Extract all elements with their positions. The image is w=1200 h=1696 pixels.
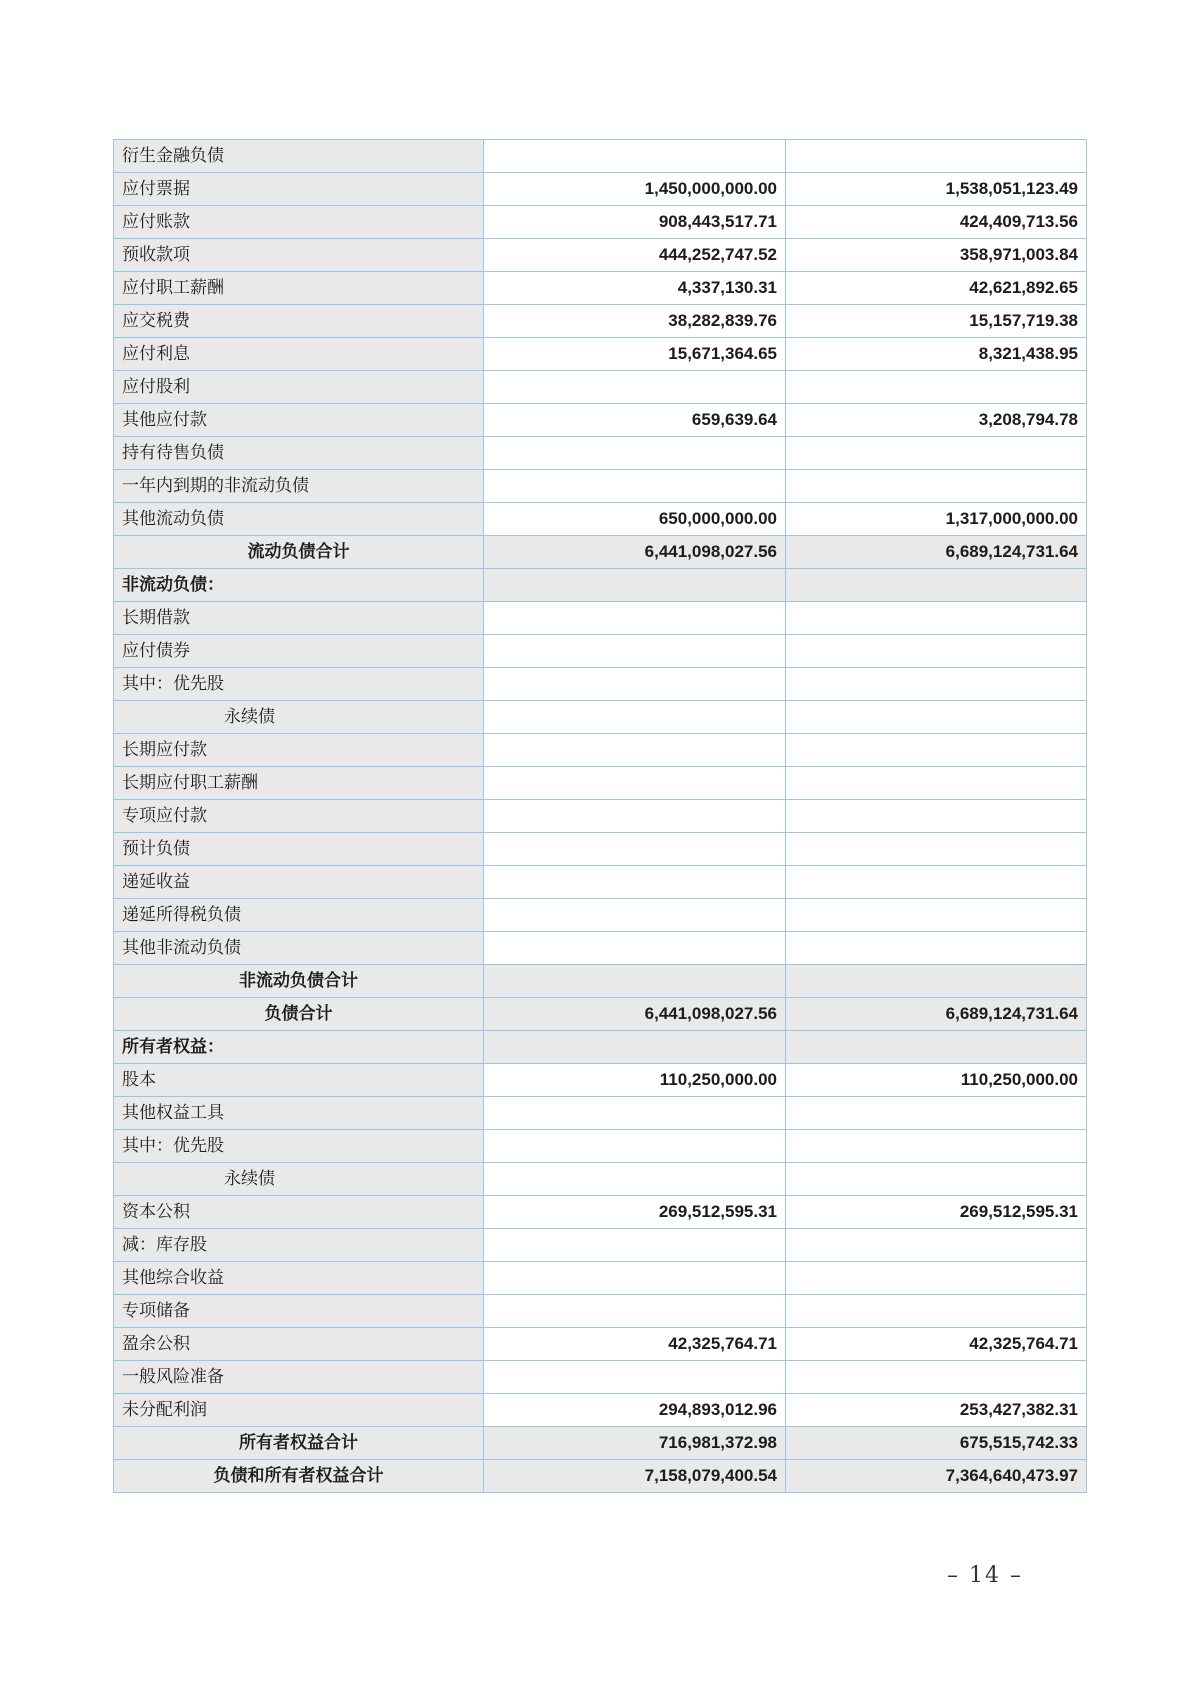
value-current-period: 7,158,079,400.54 [484,1460,786,1493]
table-row [114,899,1087,932]
page-number: – 14 – [947,1563,1023,1588]
table-row [114,536,1087,569]
value-current-period [484,800,786,833]
row-label: 长期应付职工薪酬 [114,767,484,800]
row-label: 专项应付款 [114,800,484,833]
value-prior-period [786,371,1087,404]
table-row [114,1394,1087,1427]
row-label: 应付票据 [114,173,484,206]
value-current-period: 269,512,595.31 [484,1196,786,1229]
value-prior-period [786,602,1087,635]
table-row [114,800,1087,833]
row-label: 应付账款 [114,206,484,239]
table-row [114,1196,1087,1229]
value-prior-period: 253,427,382.31 [786,1394,1087,1427]
row-label: 非流动负债合计 [114,965,484,998]
table-row [114,239,1087,272]
table-row [114,140,1087,173]
value-current-period [484,1097,786,1130]
value-prior-period [786,833,1087,866]
value-current-period [484,1295,786,1328]
value-current-period: 38,282,839.76 [484,305,786,338]
row-label: 应付债券 [114,635,484,668]
value-current-period: 6,441,098,027.56 [484,536,786,569]
row-label: 未分配利润 [114,1394,484,1427]
table-row [114,767,1087,800]
value-prior-period: 3,208,794.78 [786,404,1087,437]
value-prior-period [786,800,1087,833]
table-row [114,338,1087,371]
value-current-period [484,437,786,470]
table-row [114,965,1087,998]
row-label: 股本 [114,1064,484,1097]
row-label: 其中：优先股 [114,668,484,701]
value-prior-period [786,1097,1087,1130]
value-prior-period [786,734,1087,767]
table-row [114,503,1087,536]
value-current-period [484,371,786,404]
value-current-period: 294,893,012.96 [484,1394,786,1427]
value-current-period: 1,450,000,000.00 [484,173,786,206]
row-label: 预收款项 [114,239,484,272]
row-label: 资本公积 [114,1196,484,1229]
value-prior-period [786,635,1087,668]
table-row [114,1262,1087,1295]
table-row [114,602,1087,635]
value-prior-period [786,1262,1087,1295]
value-current-period [484,932,786,965]
table-row [114,173,1087,206]
value-prior-period: 42,325,764.71 [786,1328,1087,1361]
row-label: 应交税费 [114,305,484,338]
row-label: 永续债 [114,1163,484,1196]
table-row [114,569,1087,602]
table-row [114,1460,1087,1493]
table-row [114,1295,1087,1328]
value-current-period: 444,252,747.52 [484,239,786,272]
value-current-period: 4,337,130.31 [484,272,786,305]
row-label: 递延所得税负债 [114,899,484,932]
table-row [114,932,1087,965]
value-current-period: 110,250,000.00 [484,1064,786,1097]
row-label: 非流动负债： [114,569,484,602]
value-prior-period: 269,512,595.31 [786,1196,1087,1229]
row-label: 所有者权益： [114,1031,484,1064]
value-current-period [484,965,786,998]
value-prior-period [786,866,1087,899]
value-current-period [484,767,786,800]
table-row [114,404,1087,437]
row-label: 永续债 [114,701,484,734]
table-row [114,371,1087,404]
row-label: 专项储备 [114,1295,484,1328]
row-label: 盈余公积 [114,1328,484,1361]
value-prior-period: 8,321,438.95 [786,338,1087,371]
value-current-period [484,866,786,899]
value-current-period [484,701,786,734]
value-current-period [484,470,786,503]
value-current-period [484,899,786,932]
value-current-period [484,635,786,668]
value-prior-period: 6,689,124,731.64 [786,998,1087,1031]
table-row [114,1163,1087,1196]
row-label: 递延收益 [114,866,484,899]
value-prior-period [786,1031,1087,1064]
value-current-period [484,1262,786,1295]
table-row [114,437,1087,470]
value-prior-period [786,140,1087,173]
value-current-period: 650,000,000.00 [484,503,786,536]
value-prior-period [786,701,1087,734]
row-label: 其他综合收益 [114,1262,484,1295]
balance-sheet-table [113,139,1087,1493]
row-label: 衍生金融负债 [114,140,484,173]
table-row [114,833,1087,866]
row-label: 其中：优先股 [114,1130,484,1163]
row-label: 预计负债 [114,833,484,866]
value-prior-period [786,932,1087,965]
table-row [114,1361,1087,1394]
table-row [114,998,1087,1031]
value-prior-period [786,767,1087,800]
value-current-period: 6,441,098,027.56 [484,998,786,1031]
table-row [114,206,1087,239]
value-prior-period: 7,364,640,473.97 [786,1460,1087,1493]
value-current-period [484,569,786,602]
table-row [114,866,1087,899]
table-row [114,1031,1087,1064]
row-label: 长期借款 [114,602,484,635]
table-body [114,140,1087,1493]
value-prior-period [786,1130,1087,1163]
table-row [114,668,1087,701]
value-current-period: 42,325,764.71 [484,1328,786,1361]
value-prior-period [786,437,1087,470]
row-label: 一般风险准备 [114,1361,484,1394]
row-label: 应付职工薪酬 [114,272,484,305]
table-row [114,272,1087,305]
value-prior-period [786,470,1087,503]
value-current-period [484,668,786,701]
value-current-period [484,1031,786,1064]
value-prior-period [786,1163,1087,1196]
value-prior-period: 15,157,719.38 [786,305,1087,338]
value-prior-period [786,668,1087,701]
value-current-period [484,602,786,635]
value-prior-period [786,1361,1087,1394]
row-label: 长期应付款 [114,734,484,767]
value-prior-period: 1,317,000,000.00 [786,503,1087,536]
table-row [114,1427,1087,1460]
value-current-period: 716,981,372.98 [484,1427,786,1460]
table-row [114,734,1087,767]
value-current-period [484,1130,786,1163]
row-label: 减：库存股 [114,1229,484,1262]
value-prior-period [786,1229,1087,1262]
row-label: 应付股利 [114,371,484,404]
table-row [114,1130,1087,1163]
table-row [114,1229,1087,1262]
value-current-period: 659,639.64 [484,404,786,437]
value-prior-period: 424,409,713.56 [786,206,1087,239]
row-label: 其他流动负债 [114,503,484,536]
row-label: 其他应付款 [114,404,484,437]
value-current-period [484,140,786,173]
value-prior-period: 110,250,000.00 [786,1064,1087,1097]
row-label: 应付利息 [114,338,484,371]
value-prior-period [786,1295,1087,1328]
value-prior-period: 358,971,003.84 [786,239,1087,272]
row-label: 流动负债合计 [114,536,484,569]
value-current-period [484,1163,786,1196]
row-label: 负债合计 [114,998,484,1031]
value-prior-period [786,965,1087,998]
value-prior-period: 42,621,892.65 [786,272,1087,305]
value-current-period: 908,443,517.71 [484,206,786,239]
value-current-period: 15,671,364.65 [484,338,786,371]
table-row [114,470,1087,503]
value-prior-period: 1,538,051,123.49 [786,173,1087,206]
value-prior-period [786,899,1087,932]
row-label: 持有待售负债 [114,437,484,470]
row-label: 负债和所有者权益合计 [114,1460,484,1493]
table-row [114,1064,1087,1097]
value-prior-period [786,569,1087,602]
value-prior-period: 675,515,742.33 [786,1427,1087,1460]
row-label: 其他权益工具 [114,1097,484,1130]
table-row [114,635,1087,668]
value-current-period [484,734,786,767]
row-label: 其他非流动负债 [114,932,484,965]
value-prior-period: 6,689,124,731.64 [786,536,1087,569]
table-row [114,1097,1087,1130]
row-label: 所有者权益合计 [114,1427,484,1460]
table-row [114,305,1087,338]
table-row [114,1328,1087,1361]
table-row [114,701,1087,734]
value-current-period [484,833,786,866]
row-label: 一年内到期的非流动负债 [114,470,484,503]
value-current-period [484,1229,786,1262]
value-current-period [484,1361,786,1394]
